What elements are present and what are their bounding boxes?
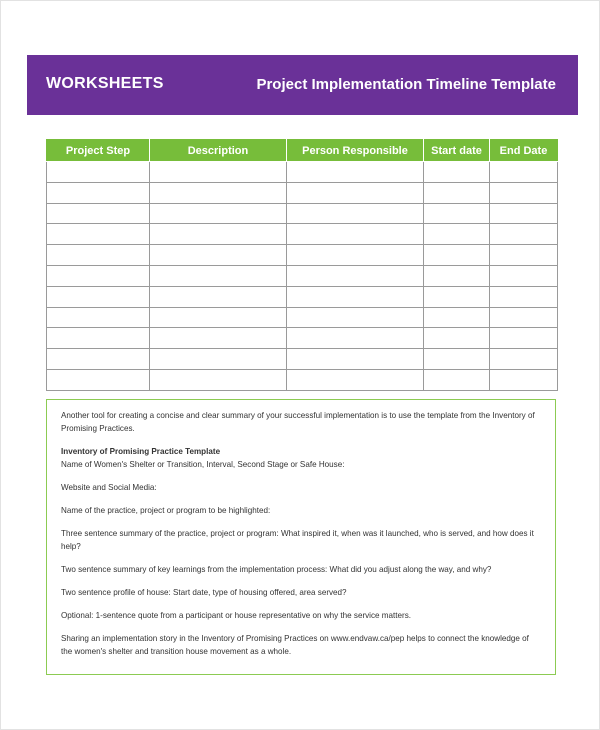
table-cell[interactable] <box>490 224 558 245</box>
timeline-table <box>46 139 558 391</box>
table-cell[interactable] <box>287 224 424 245</box>
column-header-description: Description <box>150 140 287 162</box>
table-cell[interactable] <box>150 369 287 390</box>
table-cell[interactable] <box>47 265 150 286</box>
table-cell[interactable] <box>150 182 287 203</box>
table-cell[interactable] <box>287 182 424 203</box>
table-row <box>47 307 558 328</box>
learnings-prompt: Two sentence summary of key learnings from the implementation process: What did you adjust along the way, and why? <box>61 565 492 574</box>
notes-box <box>46 399 556 675</box>
table-row <box>47 286 558 307</box>
shelter-name-prompt: Name of Women's Shelter or Transition, Interval, Second Stage or Safe House: <box>61 460 345 469</box>
column-header-start-date: Start date <box>424 140 490 162</box>
table-cell[interactable] <box>490 203 558 224</box>
table-cell[interactable] <box>424 265 490 286</box>
table-cell[interactable] <box>424 182 490 203</box>
table-cell[interactable] <box>47 349 150 370</box>
header-banner <box>27 55 578 115</box>
table-row <box>47 203 558 224</box>
table-cell[interactable] <box>47 203 150 224</box>
table-cell[interactable] <box>490 265 558 286</box>
table-row <box>47 349 558 370</box>
website-prompt: Website and Social Media: <box>61 483 157 492</box>
table-cell[interactable] <box>150 307 287 328</box>
table-cell[interactable] <box>490 369 558 390</box>
table-cell[interactable] <box>287 245 424 266</box>
table-cell[interactable] <box>490 307 558 328</box>
practice-name-prompt: Name of the practice, project or program to be highlighted: <box>61 506 271 515</box>
table-cell[interactable] <box>47 369 150 390</box>
summary-prompt: Three sentence summary of the practice, project or program: What inspired it, when was it launched, who is served, and how does it help? <box>61 529 534 551</box>
table-header-row <box>47 140 558 162</box>
sharing-text: Sharing an implementation story in the Inventory of Promising Practices on www.endvaw.ca/pep helps to connect the knowledge of the women's shelter and transition house movement as a whole. <box>61 634 529 656</box>
intro-text: Another tool for creating a concise and clear summary of your successful implementation is to use the template from the Inventory of Promising Practices. <box>61 411 535 433</box>
table-row <box>47 162 558 183</box>
table-row <box>47 245 558 266</box>
table-cell[interactable] <box>424 286 490 307</box>
table-cell[interactable] <box>150 286 287 307</box>
table-cell[interactable] <box>47 328 150 349</box>
table-cell[interactable] <box>287 286 424 307</box>
table-cell[interactable] <box>287 307 424 328</box>
table-row <box>47 328 558 349</box>
column-header-project-step: Project Step <box>47 140 150 162</box>
table-cell[interactable] <box>150 349 287 370</box>
table-row <box>47 369 558 390</box>
table-cell[interactable] <box>47 286 150 307</box>
table-cell[interactable] <box>424 203 490 224</box>
table-cell[interactable] <box>490 182 558 203</box>
column-header-person-responsible: Person Responsible <box>287 140 424 162</box>
table-cell[interactable] <box>47 182 150 203</box>
table-body <box>47 162 558 391</box>
table-cell[interactable] <box>287 369 424 390</box>
table-row <box>47 265 558 286</box>
page-title: Project Implementation Timeline Template <box>256 76 556 93</box>
table-cell[interactable] <box>287 328 424 349</box>
table-cell[interactable] <box>490 328 558 349</box>
table-cell[interactable] <box>150 162 287 183</box>
table-cell[interactable] <box>287 162 424 183</box>
table-cell[interactable] <box>424 369 490 390</box>
table-cell[interactable] <box>47 245 150 266</box>
table-cell[interactable] <box>47 307 150 328</box>
table-cell[interactable] <box>424 224 490 245</box>
table-cell[interactable] <box>150 224 287 245</box>
table-cell[interactable] <box>47 162 150 183</box>
table-cell[interactable] <box>287 265 424 286</box>
table-cell[interactable] <box>424 245 490 266</box>
table-cell[interactable] <box>424 328 490 349</box>
table-cell[interactable] <box>490 349 558 370</box>
table-cell[interactable] <box>490 245 558 266</box>
table-row <box>47 224 558 245</box>
table-cell[interactable] <box>150 328 287 349</box>
optional-quote-prompt: Optional: 1-sentence quote from a participant or house representative on why the service matters. <box>61 611 412 620</box>
table-cell[interactable] <box>287 349 424 370</box>
column-header-end-date: End Date <box>490 140 558 162</box>
table-cell[interactable] <box>490 286 558 307</box>
table-cell[interactable] <box>47 224 150 245</box>
table-cell[interactable] <box>424 162 490 183</box>
table-cell[interactable] <box>424 349 490 370</box>
template-heading: Inventory of Promising Practice Template <box>61 447 221 456</box>
table-cell[interactable] <box>287 203 424 224</box>
table-cell[interactable] <box>424 307 490 328</box>
table-cell[interactable] <box>150 203 287 224</box>
table-cell[interactable] <box>150 265 287 286</box>
profile-prompt: Two sentence profile of house: Start date, type of housing offered, area served? <box>61 588 347 597</box>
table-cell[interactable] <box>490 162 558 183</box>
worksheets-label: WORKSHEETS <box>46 75 164 92</box>
table-cell[interactable] <box>150 245 287 266</box>
table-row <box>47 182 558 203</box>
